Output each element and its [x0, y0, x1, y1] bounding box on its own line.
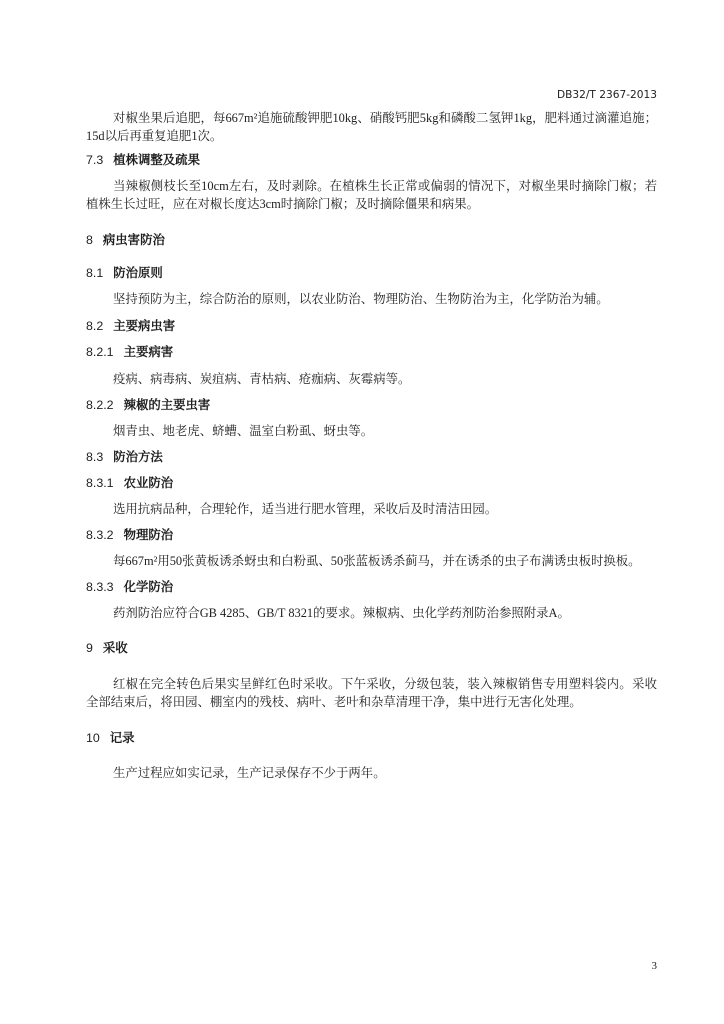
paragraph-line: 对椒坐果后追肥，每667m²追施硫酸钾肥10kg、硝酸钙肥5kg和磷酸二氢钾1kg，肥料通过滴灌追施； — [113, 111, 657, 125]
paragraph-line: 选用抗病品种，合理轮作，适当进行肥水管理，采收后及时清洁田园。 — [113, 502, 498, 516]
section-title: 主要病虫害 — [113, 319, 176, 333]
section-number: 8.2 — [86, 319, 104, 333]
heading-8-2-2 — [86, 396, 657, 414]
paragraph-line: 每667m²用50张黄板诱杀蚜虫和白粉虱、50张蓝板诱杀蓟马，并在诱杀的虫子布满诱虫板时换板。 — [113, 554, 641, 568]
paragraph-line: 疫病、病毒病、炭疽病、青枯病、疮痂病、灰霉病等。 — [113, 372, 411, 386]
section-title: 化学防治 — [123, 580, 174, 594]
paragraph-physical-control — [86, 552, 657, 570]
section-number: 8.3 — [86, 450, 104, 464]
paragraph-line: 红椒在完全转色后果实呈鲜红色时采收。下午采收，分级包装，装入辣椒销售专用塑料袋内。采收 — [113, 677, 657, 691]
section-number: 8 — [86, 233, 93, 247]
paragraph-line: 生产过程应如实记录，生产记录保存不少于两年。 — [113, 766, 386, 780]
heading-8 — [86, 231, 657, 249]
paragraph-line: 全部结束后，将田园、棚室内的残枝、病叶、老叶和杂草清理干净，集中进行无害化处理。 — [86, 695, 582, 709]
section-title: 植株调整及疏果 — [113, 153, 200, 167]
heading-9 — [86, 639, 657, 657]
paragraph-line: 植株生长过旺，应在对椒长度达3cm时摘除门椒；及时摘除僵果和病果。 — [86, 197, 480, 211]
paragraph-line: 坚持预防为主，综合防治的原则，以农业防治、物理防治、生物防治为主，化学防治为辅。 — [113, 292, 609, 306]
heading-8-3-1 — [86, 474, 657, 492]
paragraph-line: 药剂防治应符合GB 4285、GB/T 8321的要求。辣椒病、虫化学药剂防治参照附录A。 — [113, 606, 570, 620]
section-title: 病虫害防治 — [102, 233, 165, 247]
heading-8-2 — [86, 317, 657, 335]
section-number: 8.3.1 — [86, 476, 114, 490]
paragraph-chemical-control — [86, 604, 657, 622]
heading-8-3-2 — [86, 526, 657, 544]
heading-8-3-3 — [86, 578, 657, 596]
section-title: 农业防治 — [123, 476, 174, 490]
paragraph-harvest — [86, 675, 657, 711]
paragraph-records — [86, 764, 657, 782]
section-number: 9 — [86, 641, 93, 655]
paragraph-agricultural-control — [86, 500, 657, 518]
heading-10 — [86, 729, 657, 747]
paragraph-line: 15d以后再重复追肥1次。 — [86, 129, 223, 143]
paragraph-plant-adjustment — [86, 177, 657, 213]
paragraph-main-diseases — [86, 370, 657, 388]
section-title: 物理防治 — [123, 528, 174, 542]
heading-8-1 — [86, 264, 657, 282]
section-number: 8.2.1 — [86, 345, 114, 359]
section-title: 防治方法 — [113, 450, 163, 464]
section-title: 主要病害 — [123, 345, 174, 359]
section-title: 辣椒的主要虫害 — [123, 398, 211, 412]
section-number: 10 — [86, 731, 100, 745]
page-number: 3 — [651, 960, 657, 972]
paragraph-topdressing — [86, 109, 657, 145]
paragraph-main-pests — [86, 422, 657, 440]
heading-8-2-1 — [86, 343, 657, 361]
section-title: 记录 — [109, 731, 135, 745]
paragraph-control-principle — [86, 290, 657, 308]
section-number: 8.3.2 — [86, 528, 114, 542]
section-title: 防治原则 — [113, 266, 163, 280]
heading-7-3 — [86, 151, 657, 169]
standard-code-header: DB32/T 2367-2013 — [556, 89, 657, 101]
section-number: 8.3.3 — [86, 580, 114, 594]
section-number: 7.3 — [86, 153, 104, 167]
section-number: 8.1 — [86, 266, 104, 280]
heading-8-3 — [86, 448, 657, 466]
section-title: 采收 — [102, 641, 128, 655]
paragraph-line: 烟青虫、地老虎、蛴螬、温室白粉虱、蚜虫等。 — [113, 424, 374, 438]
section-number: 8.2.2 — [86, 398, 114, 412]
paragraph-line: 当辣椒侧枝长至10cm左右，及时剥除。在植株生长正常或偏弱的情况下，对椒坐果时摘除门椒；若 — [113, 179, 657, 193]
